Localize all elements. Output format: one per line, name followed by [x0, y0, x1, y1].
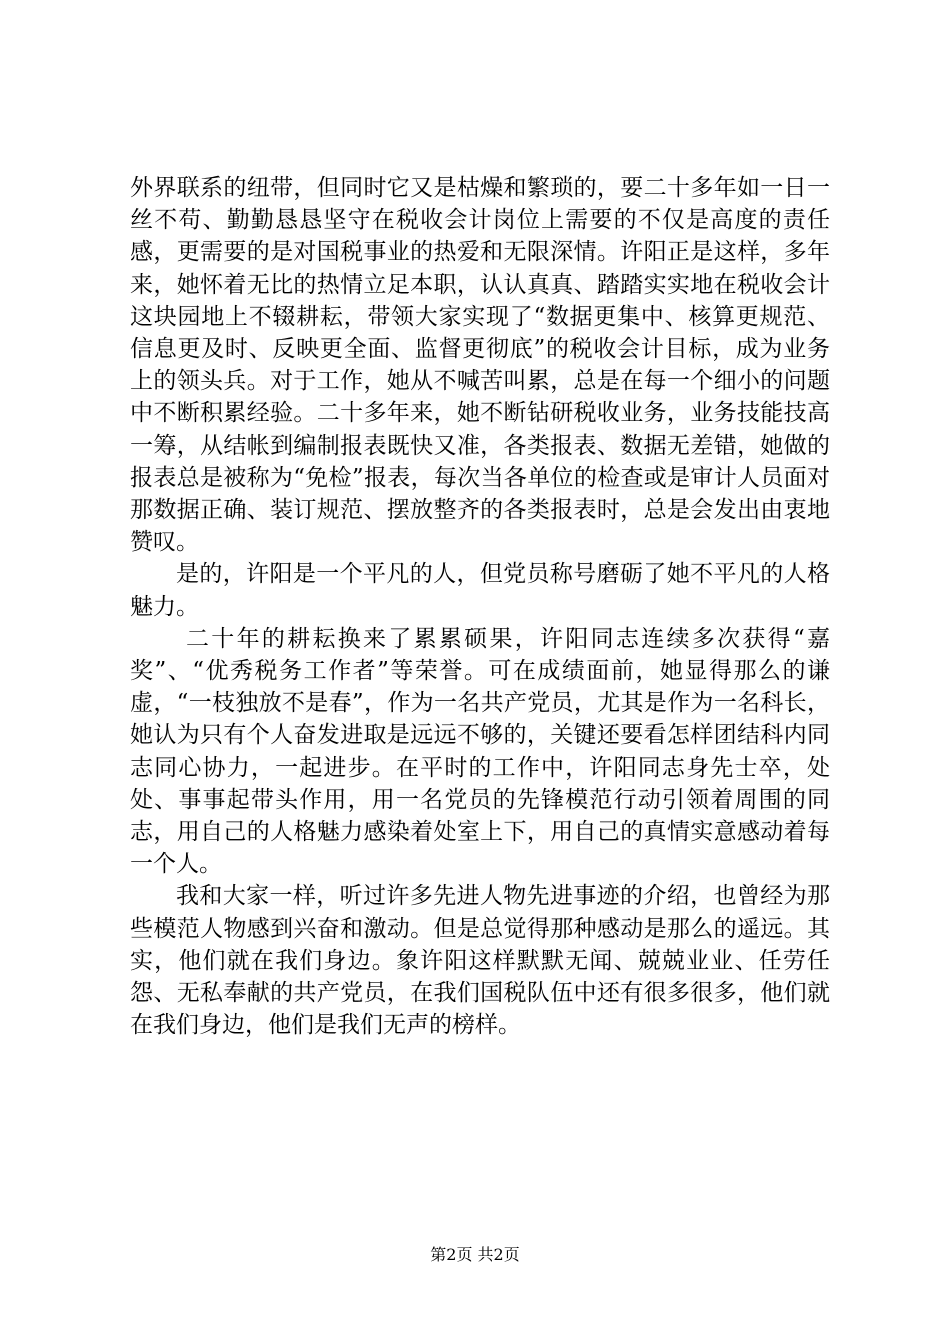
document-body	[130, 172, 830, 1041]
paragraph-ordinary-person: 是的，许阳是一个平凡的人，但党员称号磨砺了她不平凡的人格魅力。	[130, 561, 830, 620]
paragraph-achievements: 二十年的耕耘换来了累累硕果，许阳同志连续多次获得“嘉奖”、“优秀税务工作者”等荣誉。可在成绩面前，她显得那么的谦虚，“一枝独放不是春”，作为一名共产党员，尤其是作为一名科长，她认为只有个人奋发进取是远远不够的，关键还要看怎样团结科内同志同心协力，一起进步。在平时的工作中，许阳同志身先士卒，处处、事事起带头作用，用一名党员的先锋模范行动引领着周围的同志，用自己的人格魅力感染着处室上下，用自己的真情实意感动着每一个人。	[130, 625, 830, 878]
paragraph-role-models: 我和大家一样，听过许多先进人物先进事迹的介绍，也曾经为那些模范人物感到兴奋和激动。但是总觉得那种感动是那么的遥远。其实，他们就在我们身边。象许阳这样默默无闻、兢兢业业、任劳任怨、无私奉献的共产党员，在我们国税队伍中还有很多很多，他们就在我们身边，他们是我们无声的榜样。	[130, 883, 830, 1039]
page-number-footer: 第2页 共2页	[430, 1245, 520, 1264]
paragraph-continuation: 外界联系的纽带，但同时它又是枯燥和繁琐的，要二十多年如一日一丝不苟、勤勤恳恳坚守在税收会计岗位上需要的不仅是高度的责任感，更需要的是对国税事业的热爱和无限深情。许阳正是这样，多年来，她怀着无比的热情立足本职，认认真真、踏踏实实地在税收会计这块园地上不辍耕耘，带领大家实现了“数据更集中、核算更规范、信息更及时、反映更全面、监督更彻底”的税收会计目标，成为业务上的领头兵。对于工作，她从不喊苦叫累，总是在每一个细小的问题中不断积累经验。二十多年来，她不断钻研税收业务，业务技能技高一筹，从结帐到编制报表既快又准，各类报表、数据无差错，她做的报表总是被称为“免检”报表，每次当各单位的检查或是审计人员面对那数据正确、装订规范、摆放整齐的各类报表时，总是会发出由衷地赞叹。	[130, 175, 830, 556]
